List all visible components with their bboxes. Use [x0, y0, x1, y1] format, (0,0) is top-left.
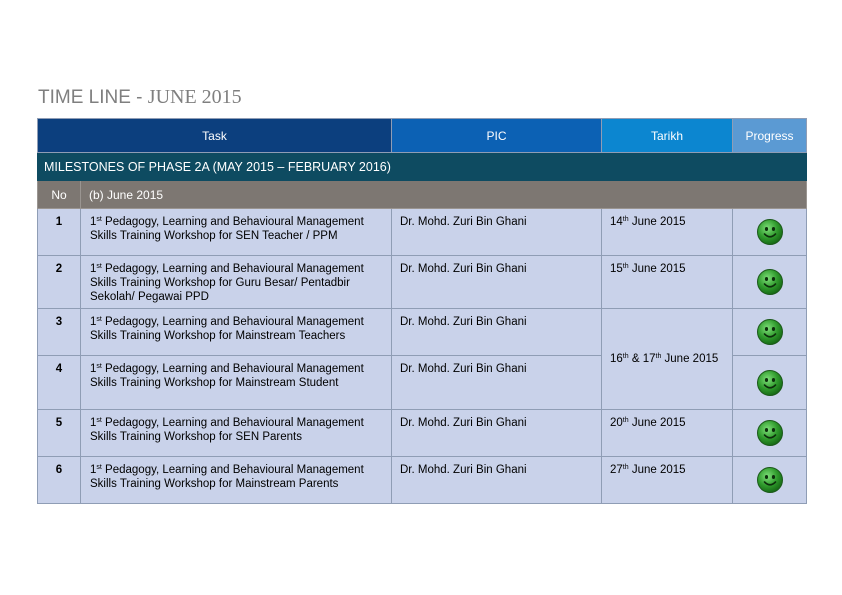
row-date: 15th June 2015 [602, 256, 733, 309]
row-no: 6 [38, 457, 81, 504]
row-task: 1st Pedagogy, Learning and Behavioural Management Skills Training Workshop for Mainstream Parents [81, 457, 392, 504]
milestone-label: MILESTONES OF PHASE 2A (MAY 2015 – FEBRUARY 2016) [38, 153, 807, 181]
table-header-row [38, 119, 807, 153]
timeline-table [37, 118, 807, 504]
row-no: 1 [38, 209, 81, 256]
header-progress: Progress [733, 119, 807, 153]
row-no: 3 [38, 309, 81, 356]
row-pic: Dr. Mohd. Zuri Bin Ghani [392, 410, 602, 457]
row-date: 14th June 2015 [602, 209, 733, 256]
subheader-no: No [38, 181, 81, 209]
smiley-icon [756, 466, 784, 494]
row-pic: Dr. Mohd. Zuri Bin Ghani [392, 309, 602, 356]
table-row [38, 309, 807, 356]
row-progress [733, 410, 807, 457]
row-no: 4 [38, 356, 81, 410]
table-row [38, 410, 807, 457]
row-progress [733, 256, 807, 309]
row-no: 5 [38, 410, 81, 457]
subheader-label: (b) June 2015 [81, 181, 807, 209]
smiley-icon [756, 419, 784, 447]
row-progress [733, 209, 807, 256]
row-task: 1st Pedagogy, Learning and Behavioural Management Skills Training Workshop for Guru Besar/ Pentadbir Sekolah/ Pegawai PPD [81, 256, 392, 309]
header-tarikh: Tarikh [602, 119, 733, 153]
row-date: 20th June 2015 [602, 410, 733, 457]
row-task: 1st Pedagogy, Learning and Behavioural Management Skills Training Workshop for SEN Parents [81, 410, 392, 457]
milestone-row [38, 153, 807, 181]
title-month: JUNE 2015 [147, 86, 242, 108]
row-date: 27th June 2015 [602, 457, 733, 504]
row-progress [733, 309, 807, 356]
page-title [38, 86, 242, 110]
row-progress [733, 356, 807, 410]
table-row [38, 457, 807, 504]
row-task: 1st Pedagogy, Learning and Behavioural Management Skills Training Workshop for SEN Teacher / PPM [81, 209, 392, 256]
header-pic: PIC [392, 119, 602, 153]
row-date: 16th & 17th June 2015 [602, 309, 733, 410]
smiley-icon [756, 268, 784, 296]
smiley-icon [756, 218, 784, 246]
row-progress [733, 457, 807, 504]
row-task: 1st Pedagogy, Learning and Behavioural Management Skills Training Workshop for Mainstream Student [81, 356, 392, 410]
row-no: 2 [38, 256, 81, 309]
row-task: 1st Pedagogy, Learning and Behavioural Management Skills Training Workshop for Mainstream Teachers [81, 309, 392, 356]
smiley-icon [756, 318, 784, 346]
title-prefix: TIME LINE - [38, 87, 148, 108]
table-row [38, 256, 807, 309]
row-pic: Dr. Mohd. Zuri Bin Ghani [392, 209, 602, 256]
row-pic: Dr. Mohd. Zuri Bin Ghani [392, 356, 602, 410]
table-row [38, 209, 807, 256]
row-pic: Dr. Mohd. Zuri Bin Ghani [392, 256, 602, 309]
row-pic: Dr. Mohd. Zuri Bin Ghani [392, 457, 602, 504]
subheader-row [38, 181, 807, 209]
header-task: Task [38, 119, 392, 153]
smiley-icon [756, 369, 784, 397]
